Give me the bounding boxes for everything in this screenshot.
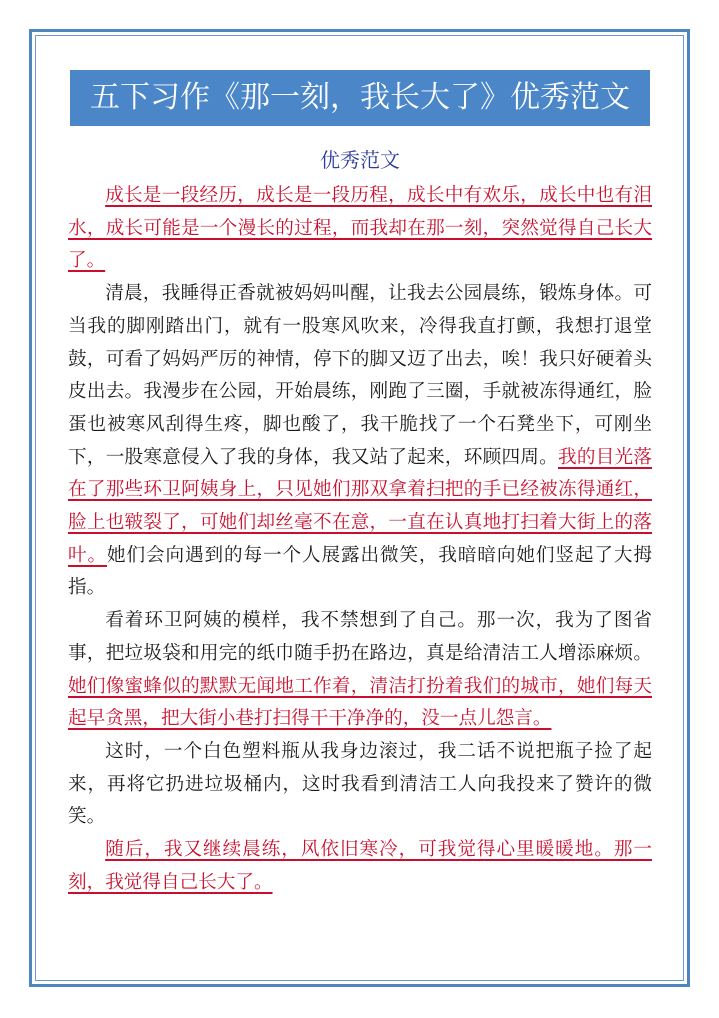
essay-paragraph-1 xyxy=(68,180,652,278)
section-subtitle: 优秀范文 xyxy=(320,148,400,172)
essay-paragraph-4 xyxy=(68,736,652,834)
essay-body xyxy=(68,180,652,899)
essay-paragraph-3 xyxy=(68,605,652,736)
page-title: 五下习作《那一刻，我长大了》优秀范文 xyxy=(70,70,650,126)
paragraph-text: 看着环卫阿姨的模样，我不禁想到了自己。那一次，我为了图省事，把垃圾袋和用完的纸巾随手扔在路边，真是给清洁工人增添麻烦。 xyxy=(68,610,652,664)
highlighted-sentence: 成长是一段经历，成长是一段历程，成长中有欢乐，成长中也有泪水，成长可能是一个漫长的过程，而我却在那一刻，突然觉得自己长大了。 xyxy=(68,185,652,272)
highlighted-sentence: 我的目光落在了那些环卫阿姨身上，只见她们那双拿着扫把的手已经被冻得通红，脸上也皲裂了，可她们却丝毫不在意，一直在认真地打扫着大街上的落叶。 xyxy=(68,446,652,566)
essay-paragraph-2 xyxy=(68,278,652,605)
highlighted-sentence: 她们像蜜蜂似的默默无闻地工作着，清洁打扮着我们的城市，她们每天起早贪黑，把大街小巷打扫得干干净净的，没一点儿怨言。 xyxy=(68,675,652,730)
highlighted-sentence: 随后，我又继续晨练，风依旧寒冷，可我觉得心里暖暖地。那一刻，我觉得自己长大了。 xyxy=(68,839,652,893)
paragraph-text: 这时，一个白色塑料瓶从我身边滚过，我二话不说把瓶子捡了起来，再将它扔进垃圾桶内，这时我看到清洁工人向我投来了赞许的微笑。 xyxy=(68,740,652,828)
paragraph-text: 她们会向遇到的每一个人展露出微笑，我暗暗向她们竖起了大拇指。 xyxy=(68,544,652,599)
essay-paragraph-5 xyxy=(68,834,652,899)
paragraph-text: 清晨，我睡得正香就被妈妈叫醒，让我去公园晨练，锻炼身体。可当我的脚刚踏出门，就有一股寒风吹来，冷得我直打颤，我想打退堂鼓，可看了妈妈严厉的神情，停下的脚又迈了出去，唉！我只好硬着头皮出去。我漫步在公园，开始晨练，刚跑了三圈，手就被冻得通红，脸蛋也被寒风刮得生疼，脚也酸了，我干脆找了一个石凳坐下，可刚坐下，一股寒意侵入了我的身体，我又站了起来，环顾四周。 xyxy=(68,283,652,468)
